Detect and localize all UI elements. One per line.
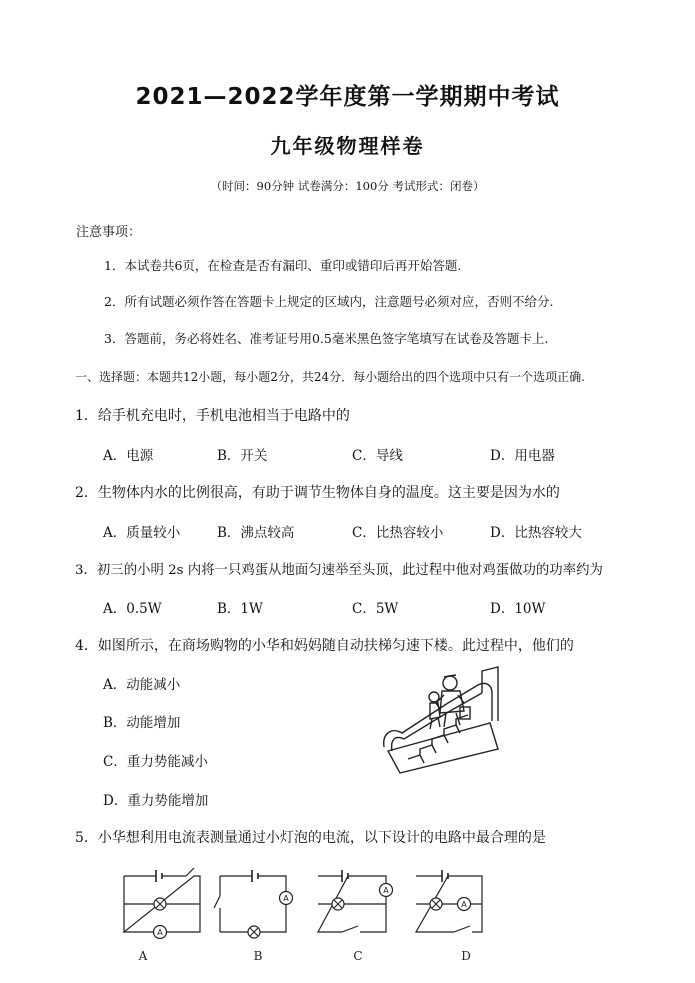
note-item: 1．本试卷共6页，在检查是否有漏印、重印或错印后再开始答题.: [104, 258, 462, 273]
ammeter-label: A: [283, 894, 289, 903]
option: C．5W: [352, 601, 399, 617]
circuit-diagrams: [110, 868, 510, 968]
option: D．重力势能增加: [103, 793, 209, 809]
option: B．开关: [217, 448, 268, 464]
exam-subtitle: 九年级物理样卷: [270, 134, 425, 158]
circuit-label-d: D: [461, 949, 471, 963]
escalator-illustration: [378, 663, 500, 775]
option: D．比热容较大: [490, 525, 582, 541]
option: A．动能减小: [103, 677, 181, 693]
option: C．比热容较小: [352, 525, 444, 541]
question-stem: 4．如图所示，在商场购物的小华和妈妈随自动扶梯匀速下楼。此过程中，他们的: [75, 638, 574, 654]
note-item: 2．所有试题必须作答在答题卡上规定的区域内，注意题号必须对应，否则不给分.: [104, 294, 554, 309]
ammeter-label: A: [383, 886, 389, 895]
exam-title: 2021—2022学年度第一学期期中考试: [135, 84, 560, 110]
ammeter-label: A: [461, 900, 467, 909]
option: B．沸点较高: [217, 525, 295, 541]
question-stem: 2．生物体内水的比例很高，有助于调节生物体自身的温度。这主要是因为水的: [75, 485, 560, 501]
circuit-label-a: A: [138, 949, 148, 963]
ammeter-label: A: [157, 928, 163, 937]
question-stem: 1．给手机充电时，手机电池相当于电路中的: [75, 408, 350, 424]
circuit-label-b: B: [253, 949, 263, 963]
circuit-label-c: C: [353, 949, 363, 963]
question-stem: 5．小华想利用电流表测量通过小灯泡的电流，以下设计的电路中最合理的是: [75, 830, 546, 846]
option: D．用电器: [490, 448, 555, 464]
question-stem: 3．初三的小明 2s 内将一只鸡蛋从地面匀速举至头顶，此过程中他对鸡蛋做功的功率约为: [75, 563, 603, 578]
exam-info: （时间：90分钟 试卷满分：100分 考试形式：闭卷）: [210, 179, 485, 193]
option: B．动能增加: [103, 715, 181, 731]
option: A．质量较小: [103, 525, 181, 541]
notes-heading: 注意事项：: [76, 225, 142, 240]
option: A．0.5W: [103, 601, 162, 617]
section-heading: 一、选择题：本题共12小题，每小题2分，共24分．每小题给出的四个选项中只有一个选项正确.: [75, 370, 585, 384]
option: C．导线: [352, 448, 403, 464]
option: A．电源: [103, 448, 154, 464]
option: B．1W: [217, 601, 263, 617]
option: D．10W: [490, 601, 546, 617]
option: C．重力势能减小: [103, 754, 208, 770]
note-item: 3．答题前，务必将姓名、准考证号用0.5毫米黑色签字笔填写在试卷及答题卡上.: [104, 331, 549, 346]
